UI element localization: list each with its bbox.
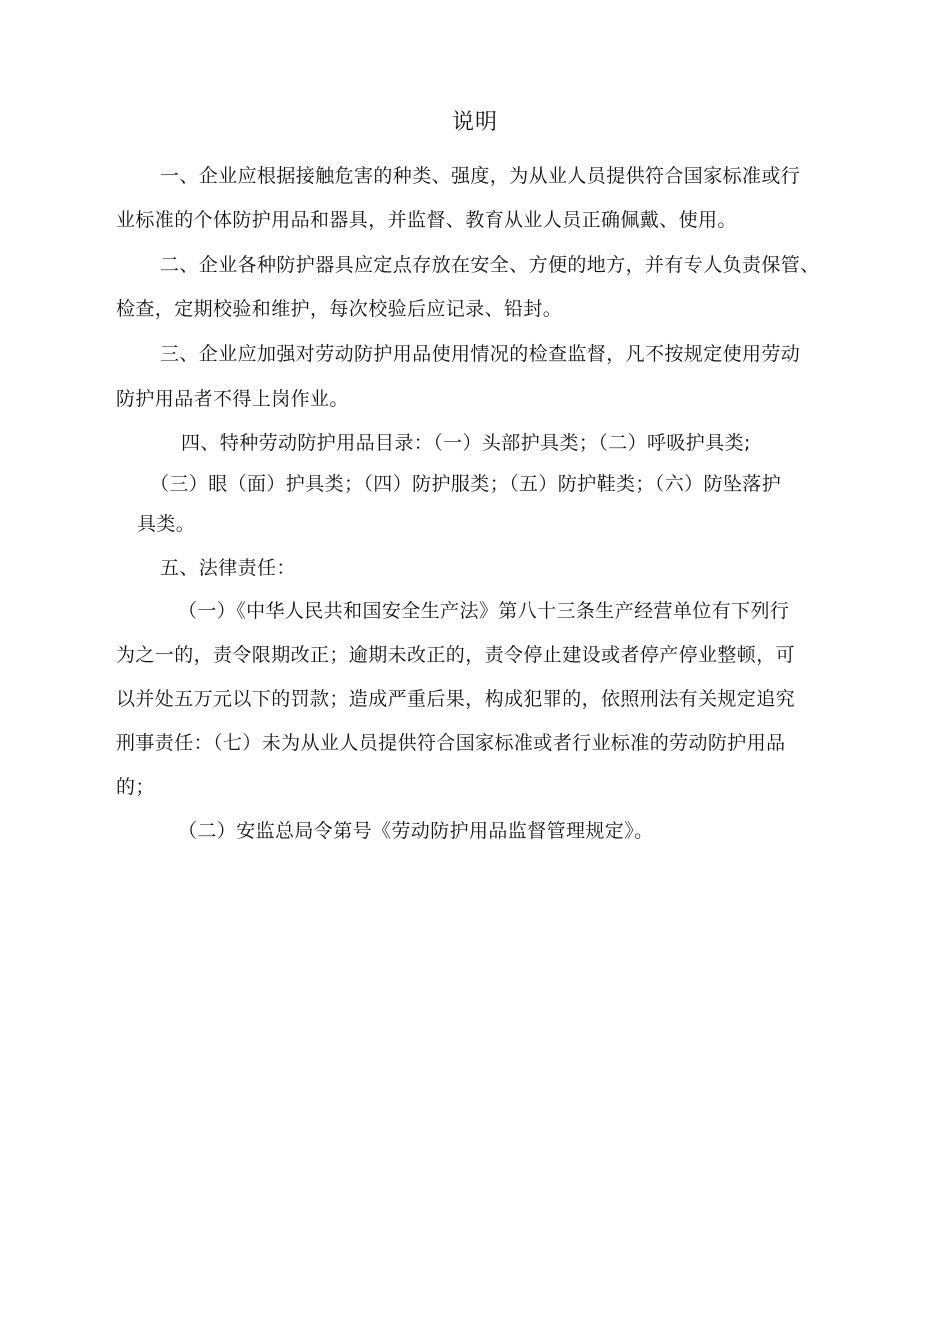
text-line-1: 一、企业应根据接触危害的种类、强度，为从业人员提供符合国家标准或行 [160, 165, 801, 187]
text-line-8: （三）眼（面）护具类；（四）防护服类；（五）防护鞋类；（六）防坠落护 [150, 473, 782, 495]
text-line-14: 刑事责任：（七）未为从业人员提供符合国家标准或者行业标准的劳动防护用品 [116, 732, 786, 754]
text-line-7: 四、特种劳动防护用品目录：（一）头部护具类；（二）呼吸护具类; [181, 432, 751, 454]
text-line-2: 业标准的个体防护用品和器具，并监督、教育从业人员正确佩戴、使用。 [116, 209, 737, 231]
text-line-10: 五、法律责任： [160, 557, 296, 579]
text-line-5: 三、企业应加强对劳动防护用品使用情况的检查监督，凡不按规定使用劳动 [160, 343, 801, 365]
page-title: 说明 [451, 110, 498, 135]
text-line-4: 检查，定期校验和维护，每次校验后应记录、铅封。 [116, 298, 563, 320]
text-line-9: 具类。 [137, 513, 196, 535]
text-line-16: （二）安监总局令第号《劳动防护用品监督管理规定》。 [178, 820, 654, 842]
text-line-6: 防护用品者不得上岗作业。 [116, 388, 349, 410]
text-line-12: 为之一的，责令限期改正；逾期未改正的，责令停止建设或者停产停业整顿，可 [116, 644, 796, 666]
text-line-11: （一）《中华人民共和国安全生产法》第八十三条生产经营单位有下列行 [178, 600, 790, 622]
text-line-15: 的； [116, 776, 155, 798]
text-line-13: 以并处五万元以下的罚款；造成严重后果，构成犯罪的，依照刑法有关规定追究 [116, 688, 796, 710]
text-line-3: 二、企业各种防护器具应定点存放在安全、方便的地方，并有专人负责保管、 [160, 254, 820, 276]
